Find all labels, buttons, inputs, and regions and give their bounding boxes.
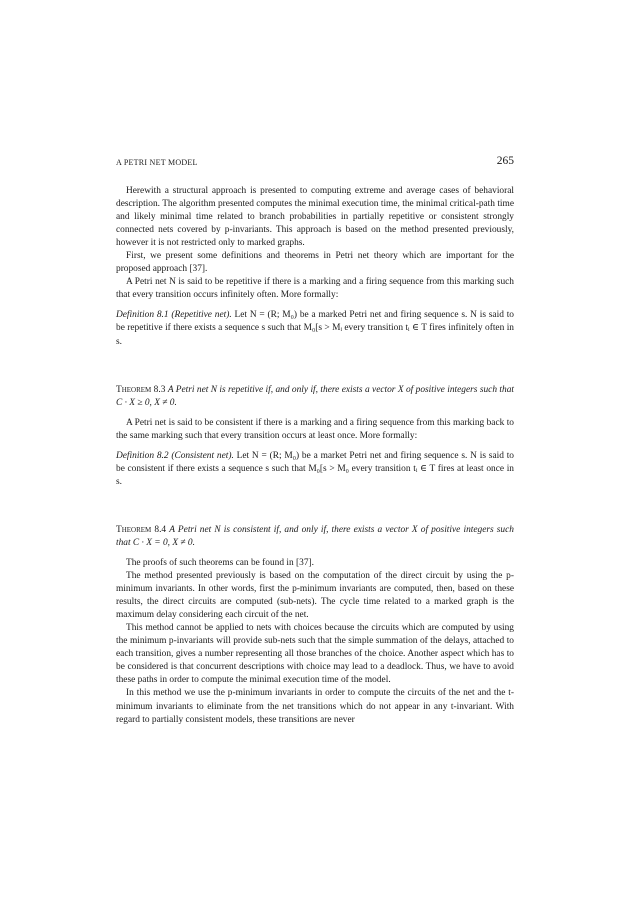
theorem-text: A Petri net N is repetitive if, and only if, there exists a vector X of positive integers such that C · X ≥ 0, X ≠ 0. (116, 384, 514, 408)
definition-repetitive-net (116, 309, 514, 348)
definition-label: Definition 8.2 (Consistent net). (116, 450, 234, 461)
paragraph-consistent-intro: A Petri net is said to be consistent if there is a marking and a firing sequence from this marking back to the same marking such that every transition occurs at least once. More formally: (116, 417, 514, 441)
page-number: 265 (496, 155, 514, 167)
theorem-label: Theorem 8.3 (116, 384, 166, 395)
theorem-label: Theorem 8.4 (116, 524, 167, 535)
definition-text: Let N = (R; M₀) be a marked Petri net and firing sequence s. N is said to be repetitive if there exists a sequence s such that M₀[s > Mᵢ every transition tᵢ ∈ T fires infinitely often in s. (116, 310, 514, 347)
running-header (116, 157, 514, 171)
definition-label: Definition 8.1 (Repetitive net). (116, 310, 232, 321)
paragraph-method-invariants: In this method we use the p-minimum invariants in order to compute the circuits of the net and the t-minimum invariants to eliminate from the net transitions which do not appear in any t-invariant. With regard to partially consistent models, these transitions are never (116, 688, 514, 725)
paragraph-intro: Herewith a structural approach is presented to computing extreme and average cases of behavioral description. The algorithm presented computes the minimal execution time, the minimal critical-path time and likely minimal time related to branch probabilities in partially repetitive or consistent strongly connected nets covered by p-invariants. This approach is based on the method presented previously, however it is not restricted only to marked graphs. (116, 186, 514, 249)
definition-text: Let N = (R; M₀) be a market Petri net and firing sequence s. N is said to be consistent if there exists a sequence s such that M₀[s > M₀ every transition tᵢ ∈ T fires at least once in s. (116, 450, 514, 487)
running-title: A PETRI NET MODEL (116, 158, 198, 167)
theorem-text: A Petri net N is consistent if, and only if, there exists a vector X of positive integers such that C · X = 0, X ≠ 0. (116, 524, 514, 548)
paragraph-method-previous: The method presented previously is based on the computation of the direct circuit by using the p-minimum invariants. In other words, first the p-minimum invariants are computed, then, based on these results, the direct circuits are computed (sub-nets). The cycle time related to a marked graph is the maximum delay considering each circuit of the net. (116, 571, 514, 621)
paragraph-method-limitations: This method cannot be applied to nets with choices because the circuits which are computed by using the minimum p-invariants will provide sub-nets such that the simple summation of the delays, attached to each transition, gives a number representing all those branches of the choice. Another aspect which has to be considered is that concurrent descriptions with choice may lead to a deadlock. Thus, we have to avoid these paths in order to compute the minimal execution time of the model. (116, 623, 514, 686)
paragraph-definitions-intro: First, we present some definitions and theorems in Petri net theory which are important for the proposed approach [37]. (116, 251, 514, 275)
page-body (116, 185, 514, 727)
theorem-repetitive (116, 384, 514, 410)
paragraph-proofs: The proofs of such theorems can be found in [37]. (126, 557, 314, 568)
paragraph-repetitive-intro: A Petri net N is said to be repetitive if there is a marking and a firing sequence from this marking such that every transition occurs infinitely often. More formally: (116, 277, 514, 301)
theorem-consistent (116, 524, 514, 550)
definition-consistent-net (116, 450, 514, 489)
